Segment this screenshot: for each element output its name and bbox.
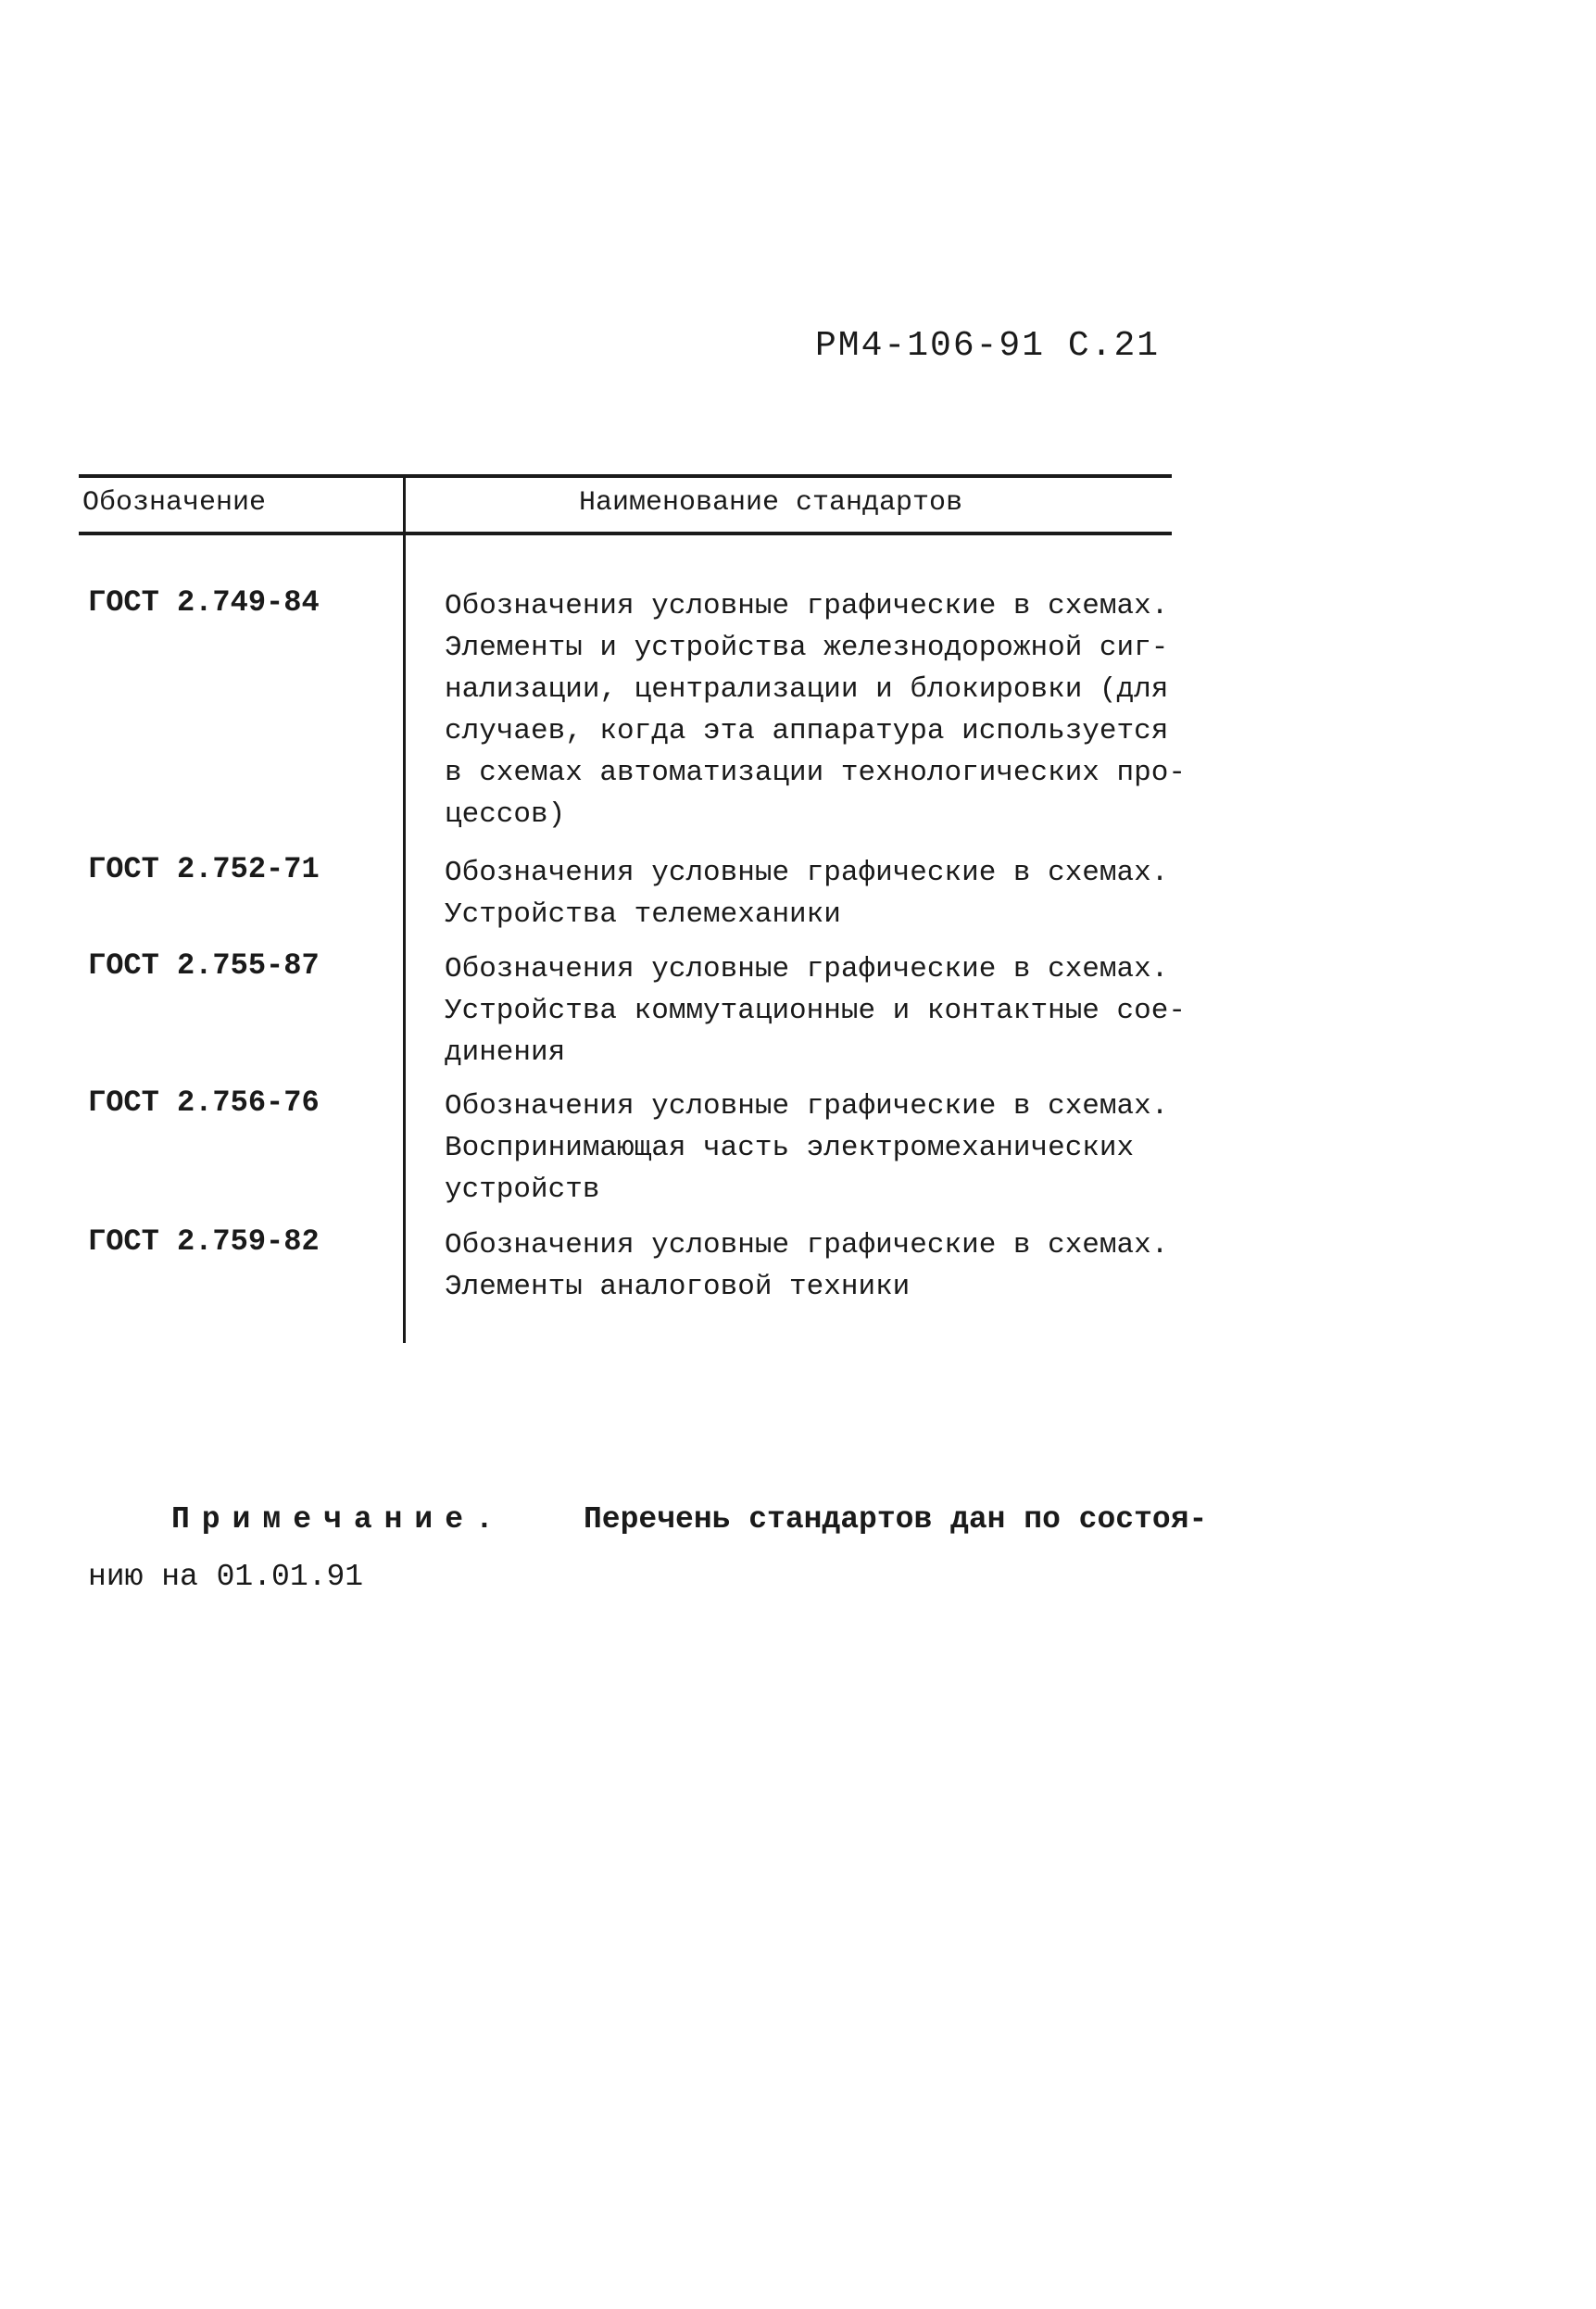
standard-designation: ГОСТ 2.752-71 [88, 852, 320, 886]
column-header-name: Наименование стандартов [579, 487, 963, 519]
standard-name: Обозначения условные графические в схемах. Воспринимающая часть электромеханических устройств [445, 1090, 1169, 1206]
note-text: Перечень стандартов дан по состоя- [584, 1502, 1208, 1537]
standard-name: Обозначения условные графические в схемах. Устройства коммутационные и контактные сое- динения [445, 953, 1186, 1069]
table-top-rule [79, 474, 1172, 478]
standard-designation: ГОСТ 2.759-82 [88, 1224, 320, 1259]
standard-name: Обозначения условные графические в схемах. Устройства телемеханики [445, 857, 1169, 931]
standard-name: Обозначения условные графические в схемах. Элементы аналоговой техники [445, 1229, 1169, 1303]
standard-designation: ГОСТ 2.749-84 [88, 585, 320, 620]
note-label: Примечание. [171, 1502, 506, 1537]
standard-designation: ГОСТ 2.756-76 [88, 1085, 320, 1120]
note-text-continued: нию на 01.01.91 [88, 1560, 364, 1594]
table-header-rule [79, 532, 1172, 535]
standards-table [79, 474, 1186, 1345]
standard-name: Обозначения условные графические в схемах. Элементы и устройства железнодорожной сиг- нализации, централизации и блокировки (для случаев, когда эта аппаратура используется в схемах автоматизации технологических про- цессов) [445, 590, 1186, 831]
standard-designation: ГОСТ 2.755-87 [88, 948, 320, 983]
column-header-designation: Обозначение [82, 487, 267, 519]
document-reference: РМ4-106-91 С.21 [815, 326, 1161, 366]
table-column-divider [403, 474, 406, 1343]
